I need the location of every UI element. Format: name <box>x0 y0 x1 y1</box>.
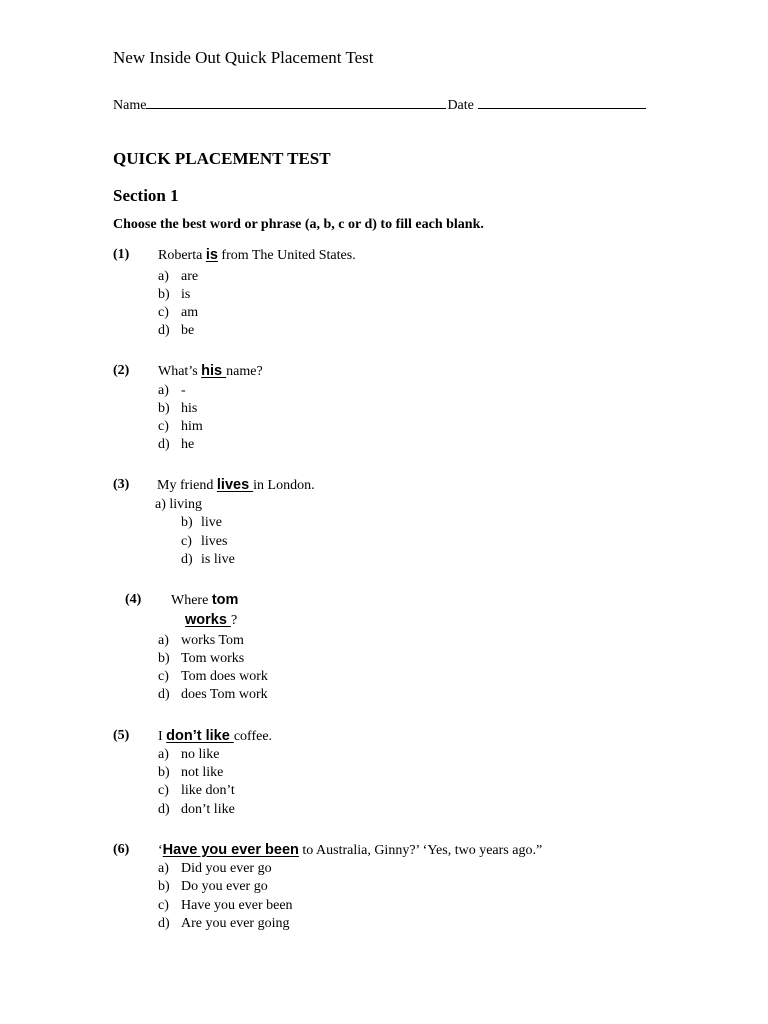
question-stem-continued <box>185 612 237 629</box>
option-letter: c) <box>158 783 169 798</box>
option-text: Do you ever go <box>181 879 268 894</box>
option-text: living <box>169 497 203 512</box>
option-letter: a) <box>158 633 169 648</box>
stem-before: ‘ <box>158 843 163 858</box>
option-letter: d) <box>158 437 170 452</box>
option[interactable] <box>158 916 289 932</box>
option-text: like don’t <box>181 783 235 798</box>
option-text: is live <box>201 552 235 567</box>
option-letter: b) <box>181 515 193 530</box>
option[interactable] <box>158 879 268 895</box>
option[interactable] <box>158 687 268 703</box>
stem-after: name? <box>226 364 263 379</box>
option-letter: b) <box>158 287 170 302</box>
option-letter: a) <box>158 861 169 876</box>
filled-answer: don’t like <box>166 728 234 744</box>
stem-after: from The United States. <box>217 248 356 263</box>
option-letter: a) <box>155 497 166 512</box>
option-text: Did you ever go <box>181 861 272 876</box>
option-letter: d) <box>158 916 170 931</box>
name-label: Name <box>113 98 147 113</box>
option[interactable] <box>158 783 235 799</box>
option[interactable] <box>158 651 244 667</box>
option-letter: b) <box>158 401 170 416</box>
option[interactable] <box>155 497 202 513</box>
question-number: (2) <box>113 363 130 378</box>
option[interactable] <box>158 383 186 399</box>
question-stem <box>158 728 272 745</box>
option-letter: c) <box>158 305 169 320</box>
option-letter: c) <box>158 669 169 684</box>
stem-after: to Australia, Ginny?’ ‘Yes, two years ago.” <box>298 843 543 858</box>
filled-answer: is <box>205 247 218 263</box>
option-letter: b) <box>158 765 170 780</box>
option[interactable] <box>158 633 244 649</box>
option-letter: d) <box>181 552 193 567</box>
option[interactable] <box>158 802 235 818</box>
stem-before: Where <box>171 593 212 608</box>
option-letter: d) <box>158 802 170 817</box>
option-letter: a) <box>158 747 169 762</box>
option-text: he <box>181 437 195 452</box>
option-text: be <box>181 323 195 338</box>
option[interactable] <box>158 669 268 685</box>
option-text: his <box>181 401 198 416</box>
option-text: Tom does work <box>181 669 268 684</box>
option[interactable] <box>158 437 194 453</box>
date-label: Date <box>447 98 474 113</box>
question-stem <box>158 247 356 264</box>
option[interactable] <box>181 552 235 568</box>
option-letter: a) <box>158 269 169 284</box>
option-text: not like <box>181 765 224 780</box>
option-letter: b) <box>158 651 170 666</box>
option-letter: c) <box>158 419 169 434</box>
filled-answer: his <box>201 363 227 379</box>
stem-after: coffee. <box>233 729 273 744</box>
option-text: live <box>201 515 222 530</box>
option-letter: c) <box>158 898 169 913</box>
filled-answer: tom <box>211 592 239 608</box>
question-stem <box>158 842 542 859</box>
question-stem <box>157 477 315 494</box>
option[interactable] <box>181 515 222 531</box>
option-text: no like <box>181 747 220 762</box>
option-text: Tom works <box>181 651 245 666</box>
option[interactable] <box>158 287 190 303</box>
question-stem <box>158 363 263 380</box>
option-text: is <box>181 287 191 302</box>
option-text: works Tom <box>181 633 244 648</box>
stem-before: I <box>158 729 167 744</box>
option-letter: d) <box>158 687 170 702</box>
question-number: (6) <box>113 842 130 857</box>
stem-after: ? <box>230 613 238 628</box>
option[interactable] <box>158 323 194 339</box>
stem-before: What’s <box>158 364 202 379</box>
document-title: New Inside Out Quick Placement Test <box>113 48 374 67</box>
question-stem <box>171 592 238 609</box>
option[interactable] <box>158 898 293 914</box>
option-text: don’t like <box>181 802 235 817</box>
option[interactable] <box>158 269 198 285</box>
option-text: Are you ever going <box>181 916 290 931</box>
stem-before: Roberta <box>158 248 206 263</box>
stem-after: in London. <box>253 478 315 493</box>
instructions: Choose the best word or phrase (a, b, c or d) to fill each blank. <box>113 217 484 232</box>
stem-before: My friend <box>157 478 217 493</box>
filled-answer: lives <box>216 477 254 493</box>
filled-answer: Have you ever been <box>162 842 299 858</box>
option-text: Have you ever been <box>181 898 293 913</box>
option[interactable] <box>158 765 223 781</box>
option-letter: c) <box>181 534 192 549</box>
option[interactable] <box>181 534 227 550</box>
option-text: him <box>181 419 203 434</box>
filled-answer: works <box>185 612 231 628</box>
option-text: lives <box>201 534 228 549</box>
option[interactable] <box>158 305 198 321</box>
option[interactable] <box>158 747 220 763</box>
question-number: (3) <box>113 477 130 492</box>
option-letter: a) <box>158 383 169 398</box>
test-heading: QUICK PLACEMENT TEST <box>113 149 331 168</box>
date-field[interactable] <box>478 94 646 109</box>
section-heading: Section 1 <box>113 186 179 205</box>
option[interactable] <box>158 419 203 435</box>
question-number: (4) <box>125 592 142 607</box>
option-letter: d) <box>158 323 170 338</box>
name-field[interactable] <box>146 94 446 109</box>
option-text: - <box>181 383 186 398</box>
option-text: does Tom work <box>181 687 268 702</box>
option[interactable] <box>158 861 272 877</box>
option-text: are <box>181 269 199 284</box>
question-number: (1) <box>113 247 130 262</box>
question-number: (5) <box>113 728 130 743</box>
option[interactable] <box>158 401 197 417</box>
option-text: am <box>181 305 199 320</box>
name-date-line <box>113 94 646 114</box>
option-letter: b) <box>158 879 170 894</box>
